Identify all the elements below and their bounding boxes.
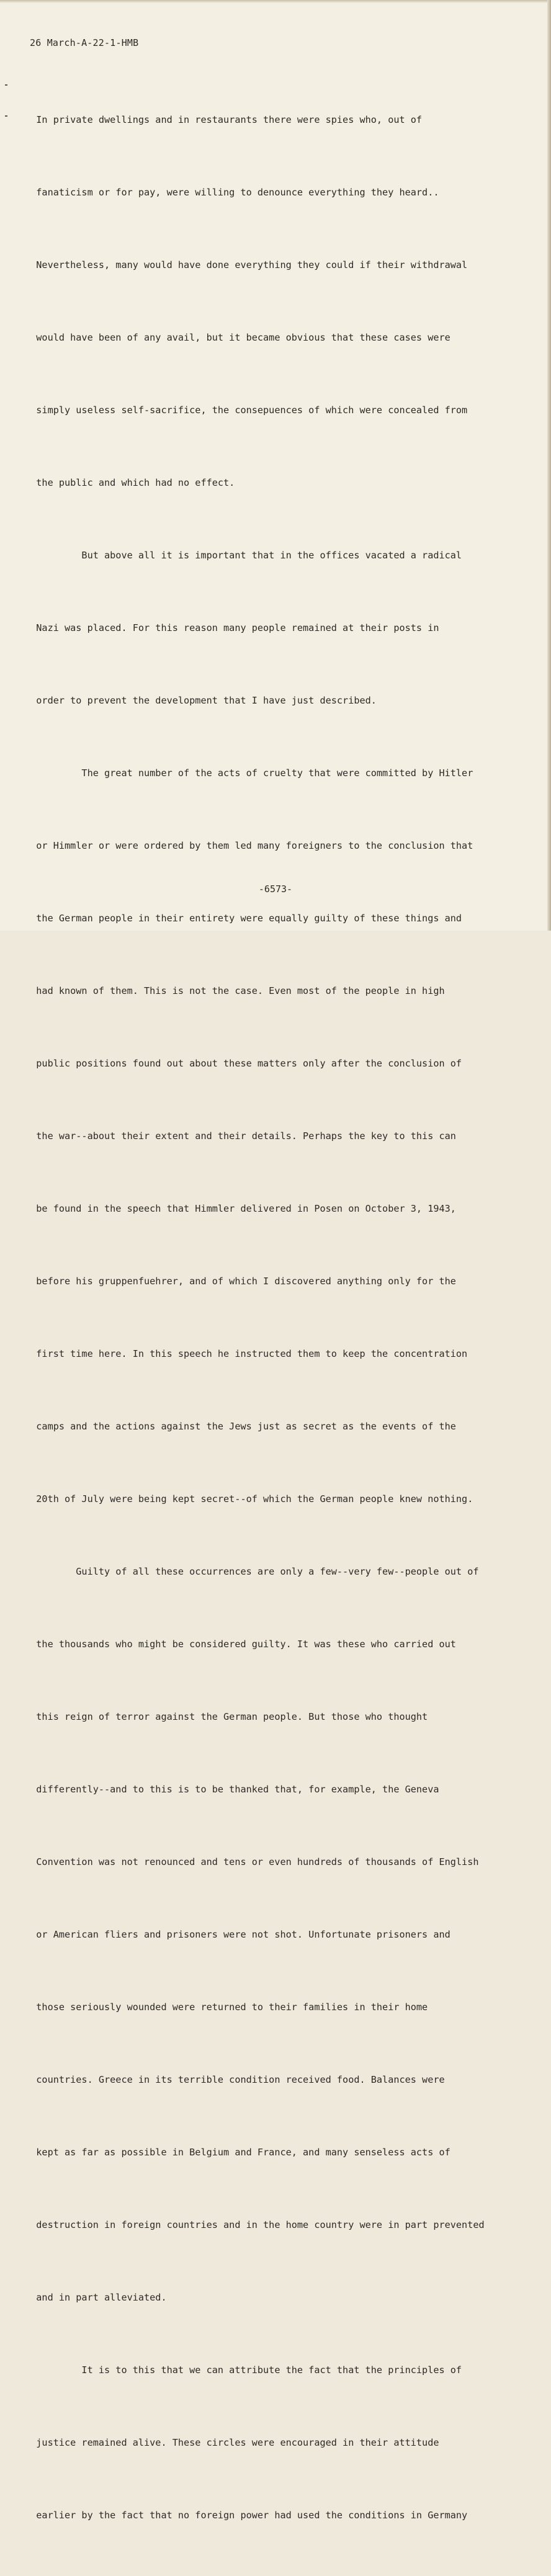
text-line: Guilty of all these occurrences are only a few--very few--people out of (25, 1566, 479, 1577)
text-line: countries. Greece in its terrible condition received food. Balances were (25, 2074, 445, 2085)
text-line: those seriously wounded were returned to their families in their home (25, 2001, 428, 2013)
text-line: would have been of any avail, but it became obvious that these cases were (25, 332, 450, 343)
page-top-edge (0, 0, 551, 3)
text-line: 20th of July were being kept secret--of which the German people knew nothing. (25, 1493, 473, 1505)
text-line: In private dwellings and in restaurants there were spies who, out of (25, 114, 423, 125)
margin-mark (5, 115, 7, 117)
text-line: differently--and to this is to be thanked that, for example, the Geneva (25, 1784, 439, 1795)
text-line: or Himmler or were ordered by them led many foreigners to the conclusion that (25, 840, 473, 851)
text-line: destruction in foreign countries and in the home country were in part prevented (25, 2219, 485, 2230)
text-line: But above all it is important that in the offices vacated a radical (25, 550, 462, 561)
text-line: justice remained alive. These circles were encouraged in their attitude (25, 2437, 439, 2448)
text-line: before his gruppenfuehrer, and of which I discovered anything only for the (25, 1276, 456, 1287)
text-line: kept as far as possible in Belgium and France, and many senseless acts of (25, 2147, 450, 2158)
text-line: Nevertheless, many would have done everything they could if their withdrawal (25, 259, 468, 271)
text-line: fanaticism or for pay, were willing to denounce everything they heard.. (25, 187, 439, 198)
margin-mark (5, 84, 7, 86)
text-line: Convention was not renounced and tens or even hundreds of thousands of English (25, 1856, 479, 1867)
text-line: the thousands who might be considered guilty. It was these who carried out (25, 1639, 456, 1650)
text-line: and in part alleviated. (25, 2292, 167, 2303)
text-line: simply useless self-sacrifice, the consepuences of which were concealed from (25, 405, 468, 416)
text-line: the German people in their entirety were equally guilty of these things and (25, 913, 462, 924)
text-line: camps and the actions against the Jews just as secret as the events of the (25, 1421, 456, 1432)
text-line: earlier by the fact that no foreign power had used the conditions in Germany (25, 2510, 468, 2521)
text-line: Nazi was placed. For this reason many people remained at their posts in (25, 622, 439, 633)
text-line: or American fliers and prisoners were not shot. Unfortunate prisoners and (25, 1929, 450, 1940)
text-line: The great number of the acts of cruelty that were committed by Hitler (25, 767, 473, 779)
text-line: the war--about their extent and their details. Perhaps the key to this can (25, 1130, 456, 1142)
document-header: 26 March-A-22-1-HMB (30, 37, 139, 48)
text-line: had known of them. This is not the case. Even most of the people in high (25, 985, 445, 996)
page-right-edge (547, 0, 551, 931)
text-line: It is to this that we can attribute the fact that the principles of (25, 2364, 462, 2376)
document-body (25, 60, 503, 2576)
text-line: first time here. In this speech he instructed them to keep the concentration (25, 1348, 468, 1359)
text-line: public positions found out about these matters only after the conclusion of (25, 1058, 462, 1069)
page-number: -6573- (258, 883, 293, 895)
text-line: this reign of terror against the German people. But those who thought (25, 1711, 428, 1722)
text-line: be found in the speech that Himmler delivered in Posen on October 3, 1943, (25, 1203, 456, 1214)
text-line: order to prevent the development that I have just described. (25, 695, 377, 706)
text-line: the public and which had no effect. (25, 477, 235, 488)
